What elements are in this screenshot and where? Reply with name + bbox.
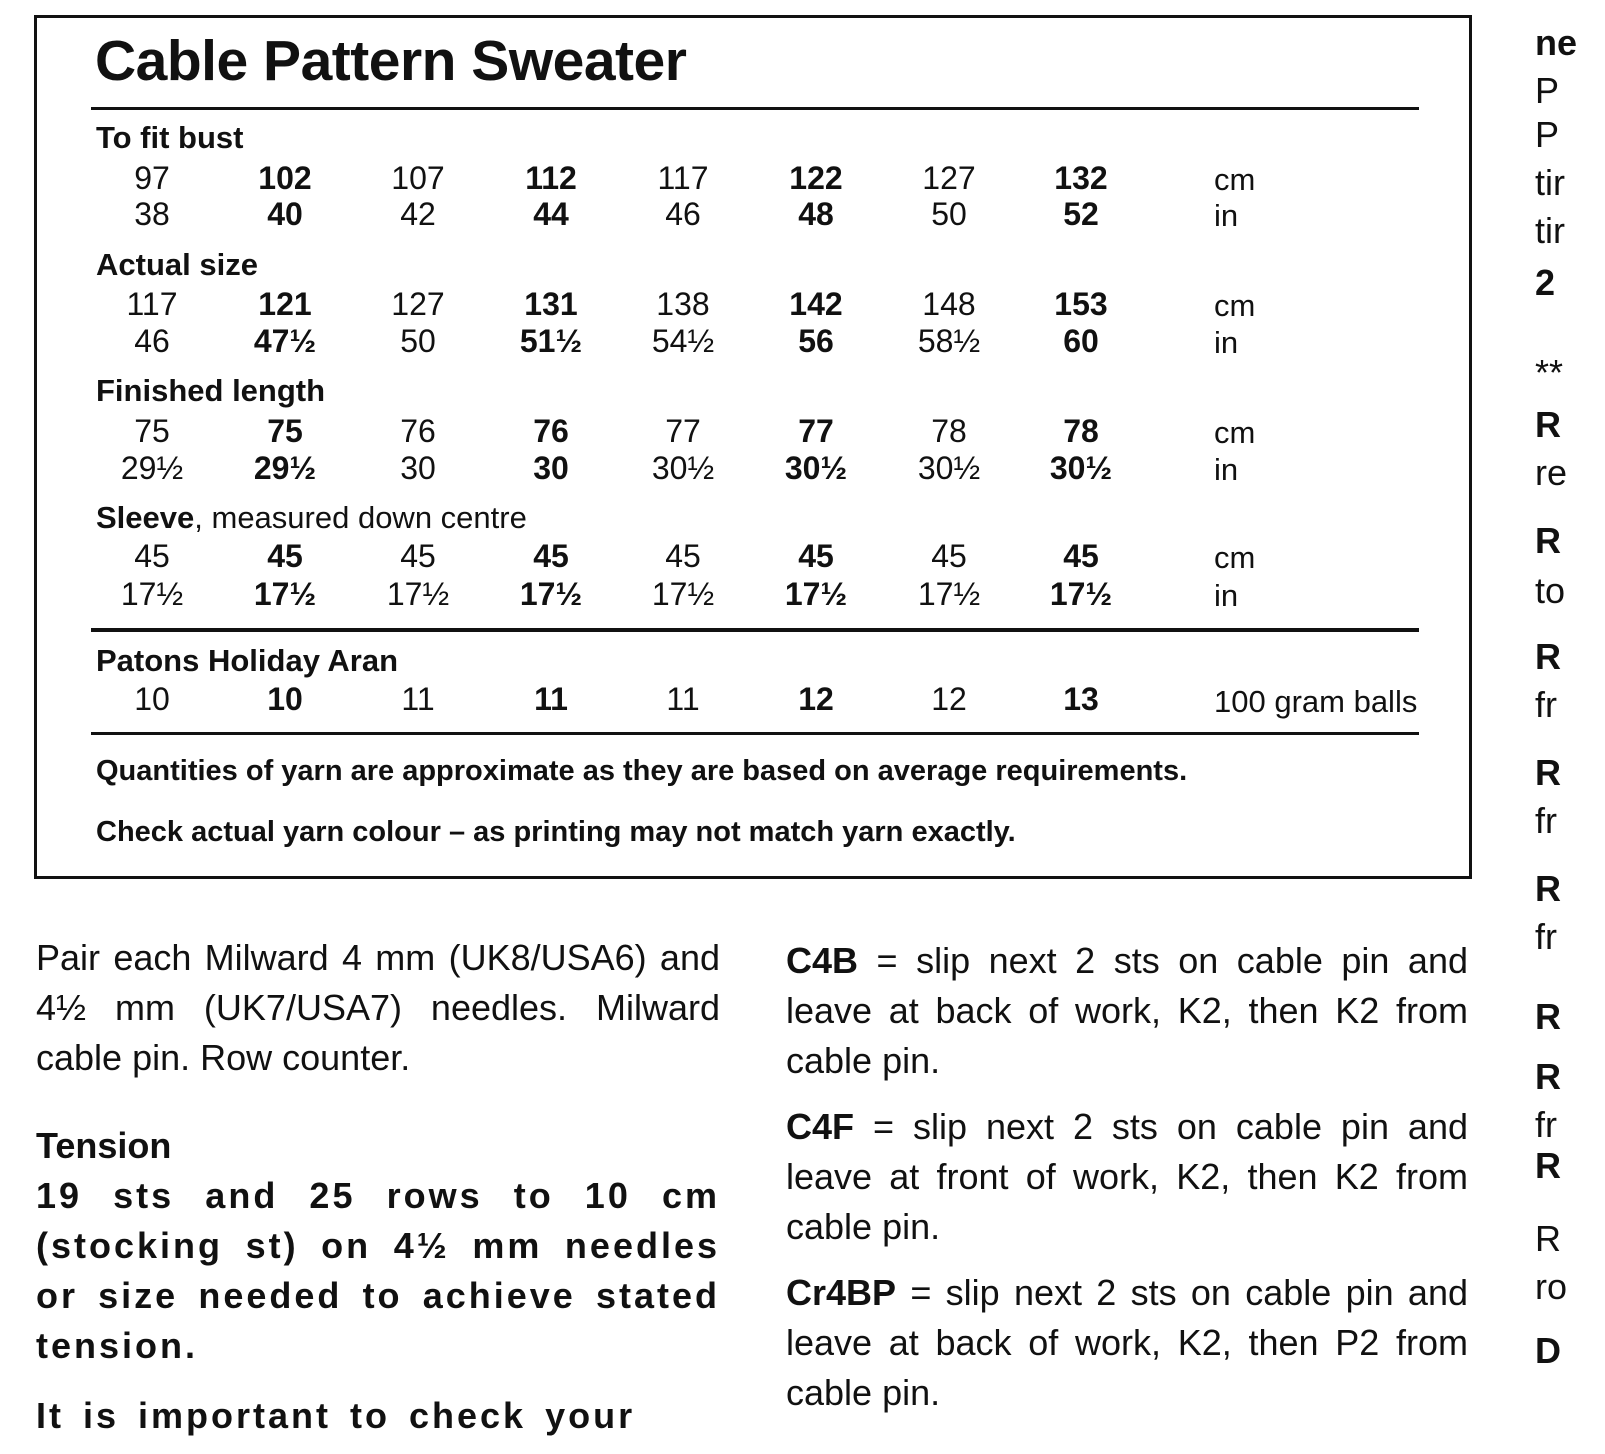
- size-value: 40: [267, 196, 303, 232]
- needles-paragraph: Pair each Milward 4 mm (UK8/USA6) and 4½ mm (UK7/USA7) needles. Milward cable pin. Row counter.: [36, 937, 720, 1078]
- size-value: 45: [533, 538, 569, 574]
- size-value: 77: [798, 413, 834, 449]
- cropped-text-fragment: D: [1535, 1330, 1561, 1371]
- yarn-balls-value: 13: [1063, 681, 1099, 717]
- cropped-text-fragment: ne: [1535, 22, 1578, 63]
- yarn-bottom-rule: [91, 732, 1419, 735]
- unit-label: in: [1214, 452, 1239, 487]
- abbrev-term: C4F: [786, 1106, 855, 1147]
- size-value: 142: [789, 286, 843, 322]
- unit-label: cm: [1214, 162, 1256, 197]
- size-value: 52: [1063, 196, 1099, 232]
- size-value: 47½: [253, 323, 317, 359]
- abbrev-text: = slip next 2 sts on cable pin and leave at back of work, K2, then P2 from cable pin.: [786, 1272, 1468, 1413]
- size-value: 131: [524, 286, 578, 322]
- cropped-text-fragment: P: [1535, 70, 1560, 111]
- size-value: 54½: [651, 323, 715, 359]
- abbrev-c4b: [786, 936, 1468, 1086]
- yarn-heading: Patons Holiday Aran: [96, 643, 399, 678]
- size-value: 117: [126, 286, 178, 322]
- size-value: 46: [665, 196, 701, 232]
- cropped-text-fragment: R: [1535, 404, 1561, 445]
- yarn-balls-value: 11: [666, 681, 700, 717]
- size-value: 45: [1063, 538, 1099, 574]
- cropped-right-column: [1535, 0, 1605, 1454]
- cropped-text-fragment: fr: [1535, 684, 1557, 725]
- size-value: 50: [400, 323, 436, 359]
- cropped-text-fragment: R: [1535, 1056, 1561, 1097]
- size-value: 30: [533, 450, 569, 486]
- yarn-balls-value: 11: [534, 681, 568, 717]
- size-value: 117: [657, 160, 709, 196]
- size-value: 30½: [917, 450, 981, 486]
- cropped-text-fragment: R: [1535, 636, 1561, 677]
- cropped-text-fragment: ro: [1535, 1266, 1568, 1307]
- size-value: 30½: [784, 450, 848, 486]
- size-value: 102: [258, 160, 312, 196]
- size-value: 127: [391, 286, 445, 322]
- size-value: 50: [931, 196, 967, 232]
- cropped-text-fragment: fr: [1535, 1104, 1557, 1145]
- size-value: 75: [134, 413, 170, 449]
- unit-label: cm: [1214, 288, 1256, 323]
- size-value: 58½: [917, 323, 981, 359]
- size-value: 30½: [1049, 450, 1113, 486]
- size-value: 17½: [1049, 576, 1113, 612]
- size-value: 45: [134, 538, 170, 574]
- yarn-top-rule: [91, 628, 1419, 632]
- abbrev-text: = slip next 2 sts on cable pin and leave at back of work, K2, then K2 from cable pin.: [786, 940, 1468, 1081]
- size-value: 29½: [253, 450, 317, 486]
- unit-label: in: [1214, 578, 1239, 613]
- size-value: 29½: [120, 450, 184, 486]
- size-value: 17½: [784, 576, 848, 612]
- size-value: 132: [1054, 160, 1108, 196]
- abbrev-term: Cr4BP: [786, 1272, 897, 1313]
- yarn-balls-value: 11: [401, 681, 435, 717]
- yarn-balls-value: 12: [798, 681, 834, 717]
- size-value: 48: [798, 196, 834, 232]
- size-value: 30½: [651, 450, 715, 486]
- cropped-text-fragment: to: [1535, 570, 1566, 611]
- size-value: 121: [258, 286, 312, 322]
- size-value: 76: [400, 413, 436, 449]
- abbrev-text: = slip next 2 sts on cable pin and leave at front of work, K2, then K2 from cable pin.: [786, 1106, 1468, 1247]
- size-value: 148: [922, 286, 976, 322]
- cropped-text-fragment: **: [1535, 352, 1564, 393]
- size-value: 17½: [519, 576, 583, 612]
- size-value: 78: [931, 413, 967, 449]
- section-heading-label: Sleeve: [96, 500, 195, 535]
- size-value: 127: [922, 160, 976, 196]
- size-value: 107: [391, 160, 445, 196]
- size-value: 45: [400, 538, 436, 574]
- pattern-title: Cable Pattern Sweater: [95, 29, 687, 93]
- size-value: 17½: [917, 576, 981, 612]
- size-value: 38: [134, 196, 170, 232]
- size-value: 17½: [386, 576, 450, 612]
- yarn-balls-value: 12: [931, 681, 967, 717]
- size-value: 45: [798, 538, 834, 574]
- size-value: 45: [931, 538, 967, 574]
- size-value: 78: [1063, 413, 1099, 449]
- section-heading: [96, 373, 325, 409]
- size-value: 60: [1063, 323, 1099, 359]
- section-heading: [96, 247, 258, 283]
- abbrev-cr4bp: [786, 1268, 1468, 1418]
- cropped-text-fragment: R: [1535, 996, 1561, 1037]
- title-rule: [91, 107, 1419, 110]
- cropped-text-fragment: R: [1535, 1218, 1561, 1259]
- cropped-text-fragment: P: [1535, 114, 1560, 155]
- yarn-balls-value: 10: [134, 681, 170, 717]
- cropped-text-fragment: R: [1535, 752, 1561, 793]
- size-value: 51½: [519, 323, 583, 359]
- unit-label: in: [1214, 198, 1239, 233]
- size-value: 17½: [120, 576, 184, 612]
- cropped-text-fragment: 2: [1535, 262, 1556, 303]
- unit-label: cm: [1214, 540, 1256, 575]
- section-heading-label: To fit bust: [96, 120, 244, 155]
- size-value: 30: [400, 450, 436, 486]
- size-value: 45: [267, 538, 303, 574]
- section-heading-label: Actual size: [96, 247, 258, 282]
- size-value: 138: [656, 286, 710, 322]
- materials-column: [36, 933, 720, 1441]
- cropped-text-fragment: R: [1535, 1145, 1561, 1186]
- cropped-text-fragment: tir: [1535, 210, 1565, 251]
- size-value: 56: [798, 323, 834, 359]
- abbrev-c4f: [786, 1102, 1468, 1252]
- unit-label: cm: [1214, 415, 1256, 450]
- size-value: 44: [533, 196, 569, 232]
- size-value: 17½: [651, 576, 715, 612]
- yarn-colour-note: Check actual yarn colour – as printing may not match yarn exactly.: [96, 816, 1016, 848]
- size-value: 77: [665, 413, 701, 449]
- abbreviations-column: [786, 936, 1468, 1418]
- cropped-text-fragment: fr: [1535, 916, 1557, 957]
- size-value: 153: [1054, 286, 1108, 322]
- tension-paragraph: 19 sts and 25 rows to 10 cm (stocking st) on 4½ mm needles or size needed to achieve stated tension.: [36, 1175, 720, 1366]
- size-value: 17½: [253, 576, 317, 612]
- tension-heading: Tension: [36, 1125, 172, 1166]
- cropped-text-fragment: re: [1535, 452, 1568, 493]
- cropped-text-fragment: tir: [1535, 162, 1565, 203]
- cropped-text-fragment: fr: [1535, 800, 1557, 841]
- yarn-balls-value: 10: [267, 681, 303, 717]
- yarn-unit-label: 100 gram balls: [1214, 684, 1418, 719]
- cropped-text-fragment: R: [1535, 868, 1561, 909]
- yarn-quantity-note: Quantities of yarn are approximate as they are based on average requirements.: [96, 755, 1188, 787]
- important-fragment: It is important to check your: [36, 1395, 636, 1436]
- abbrev-term: C4B: [786, 940, 859, 981]
- unit-label: in: [1214, 325, 1239, 360]
- size-value: 75: [267, 413, 303, 449]
- size-value: 112: [525, 160, 577, 196]
- cropped-text-fragment: R: [1535, 520, 1561, 561]
- size-value: 46: [134, 323, 170, 359]
- size-value: 42: [400, 196, 436, 232]
- section-heading-extra: , measured down centre: [194, 500, 527, 535]
- size-value: 97: [134, 160, 170, 196]
- size-value: 122: [789, 160, 843, 196]
- section-heading-label: Finished length: [96, 373, 326, 408]
- size-value: 45: [665, 538, 701, 574]
- size-value: 76: [533, 413, 569, 449]
- section-heading: [96, 500, 527, 536]
- section-heading: [96, 120, 244, 156]
